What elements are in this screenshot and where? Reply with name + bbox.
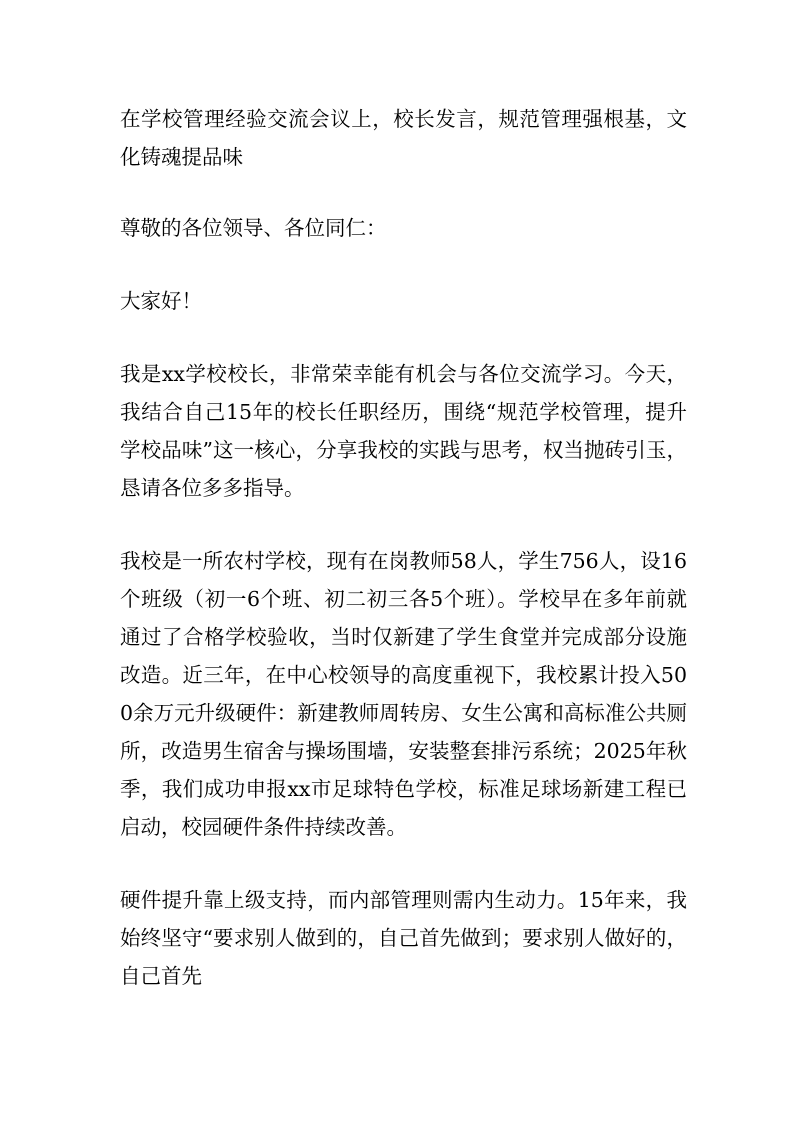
- document-body: [120, 100, 687, 1030]
- school-overview-paragraph: 我校是一所农村学校，现有在岗教师58人，学生756人，设16个班级（初一6个班、初二初三各5个班）。学校早在多年前就通过了合格学校验收，当时仅新建了学生食堂并完成部分设施改造。近三年，在中心校领导的高度重视下，我校累计投入500余万元升级硬件：新建教师周转房、女生公寓和高标准公共厕所，改造男生宿舍与操场围墙，安装整套排污系统；2025年秋季，我们成功申报xx市足球特色学校，标准足球场新建工程已启动，校园硬件条件持续改善。: [120, 549, 687, 839]
- greeting-paragraph: 大家好！: [120, 289, 202, 313]
- management-paragraph: 硬件提升靠上级支持，而内部管理则需内生动力。15年来，我始终坚守“要求别人做到的，自己首先做到；要求别人做好的，自己首先: [120, 888, 687, 988]
- salutation-paragraph: 尊敬的各位领导、各位同仁：: [120, 216, 387, 240]
- intro-paragraph: 我是xx学校校长，非常荣幸能有机会与各位交流学习。今天，我结合自己15年的校长任职经历，围绕“规范学校管理，提升学校品味”这一核心，分享我校的实践与思考，权当抛砖引玉，恳请各位多多指导。: [120, 362, 687, 500]
- document-title: 在学校管理经验交流会议上，校长发言，规范管理强根基，文化铸魂提品味: [120, 107, 687, 169]
